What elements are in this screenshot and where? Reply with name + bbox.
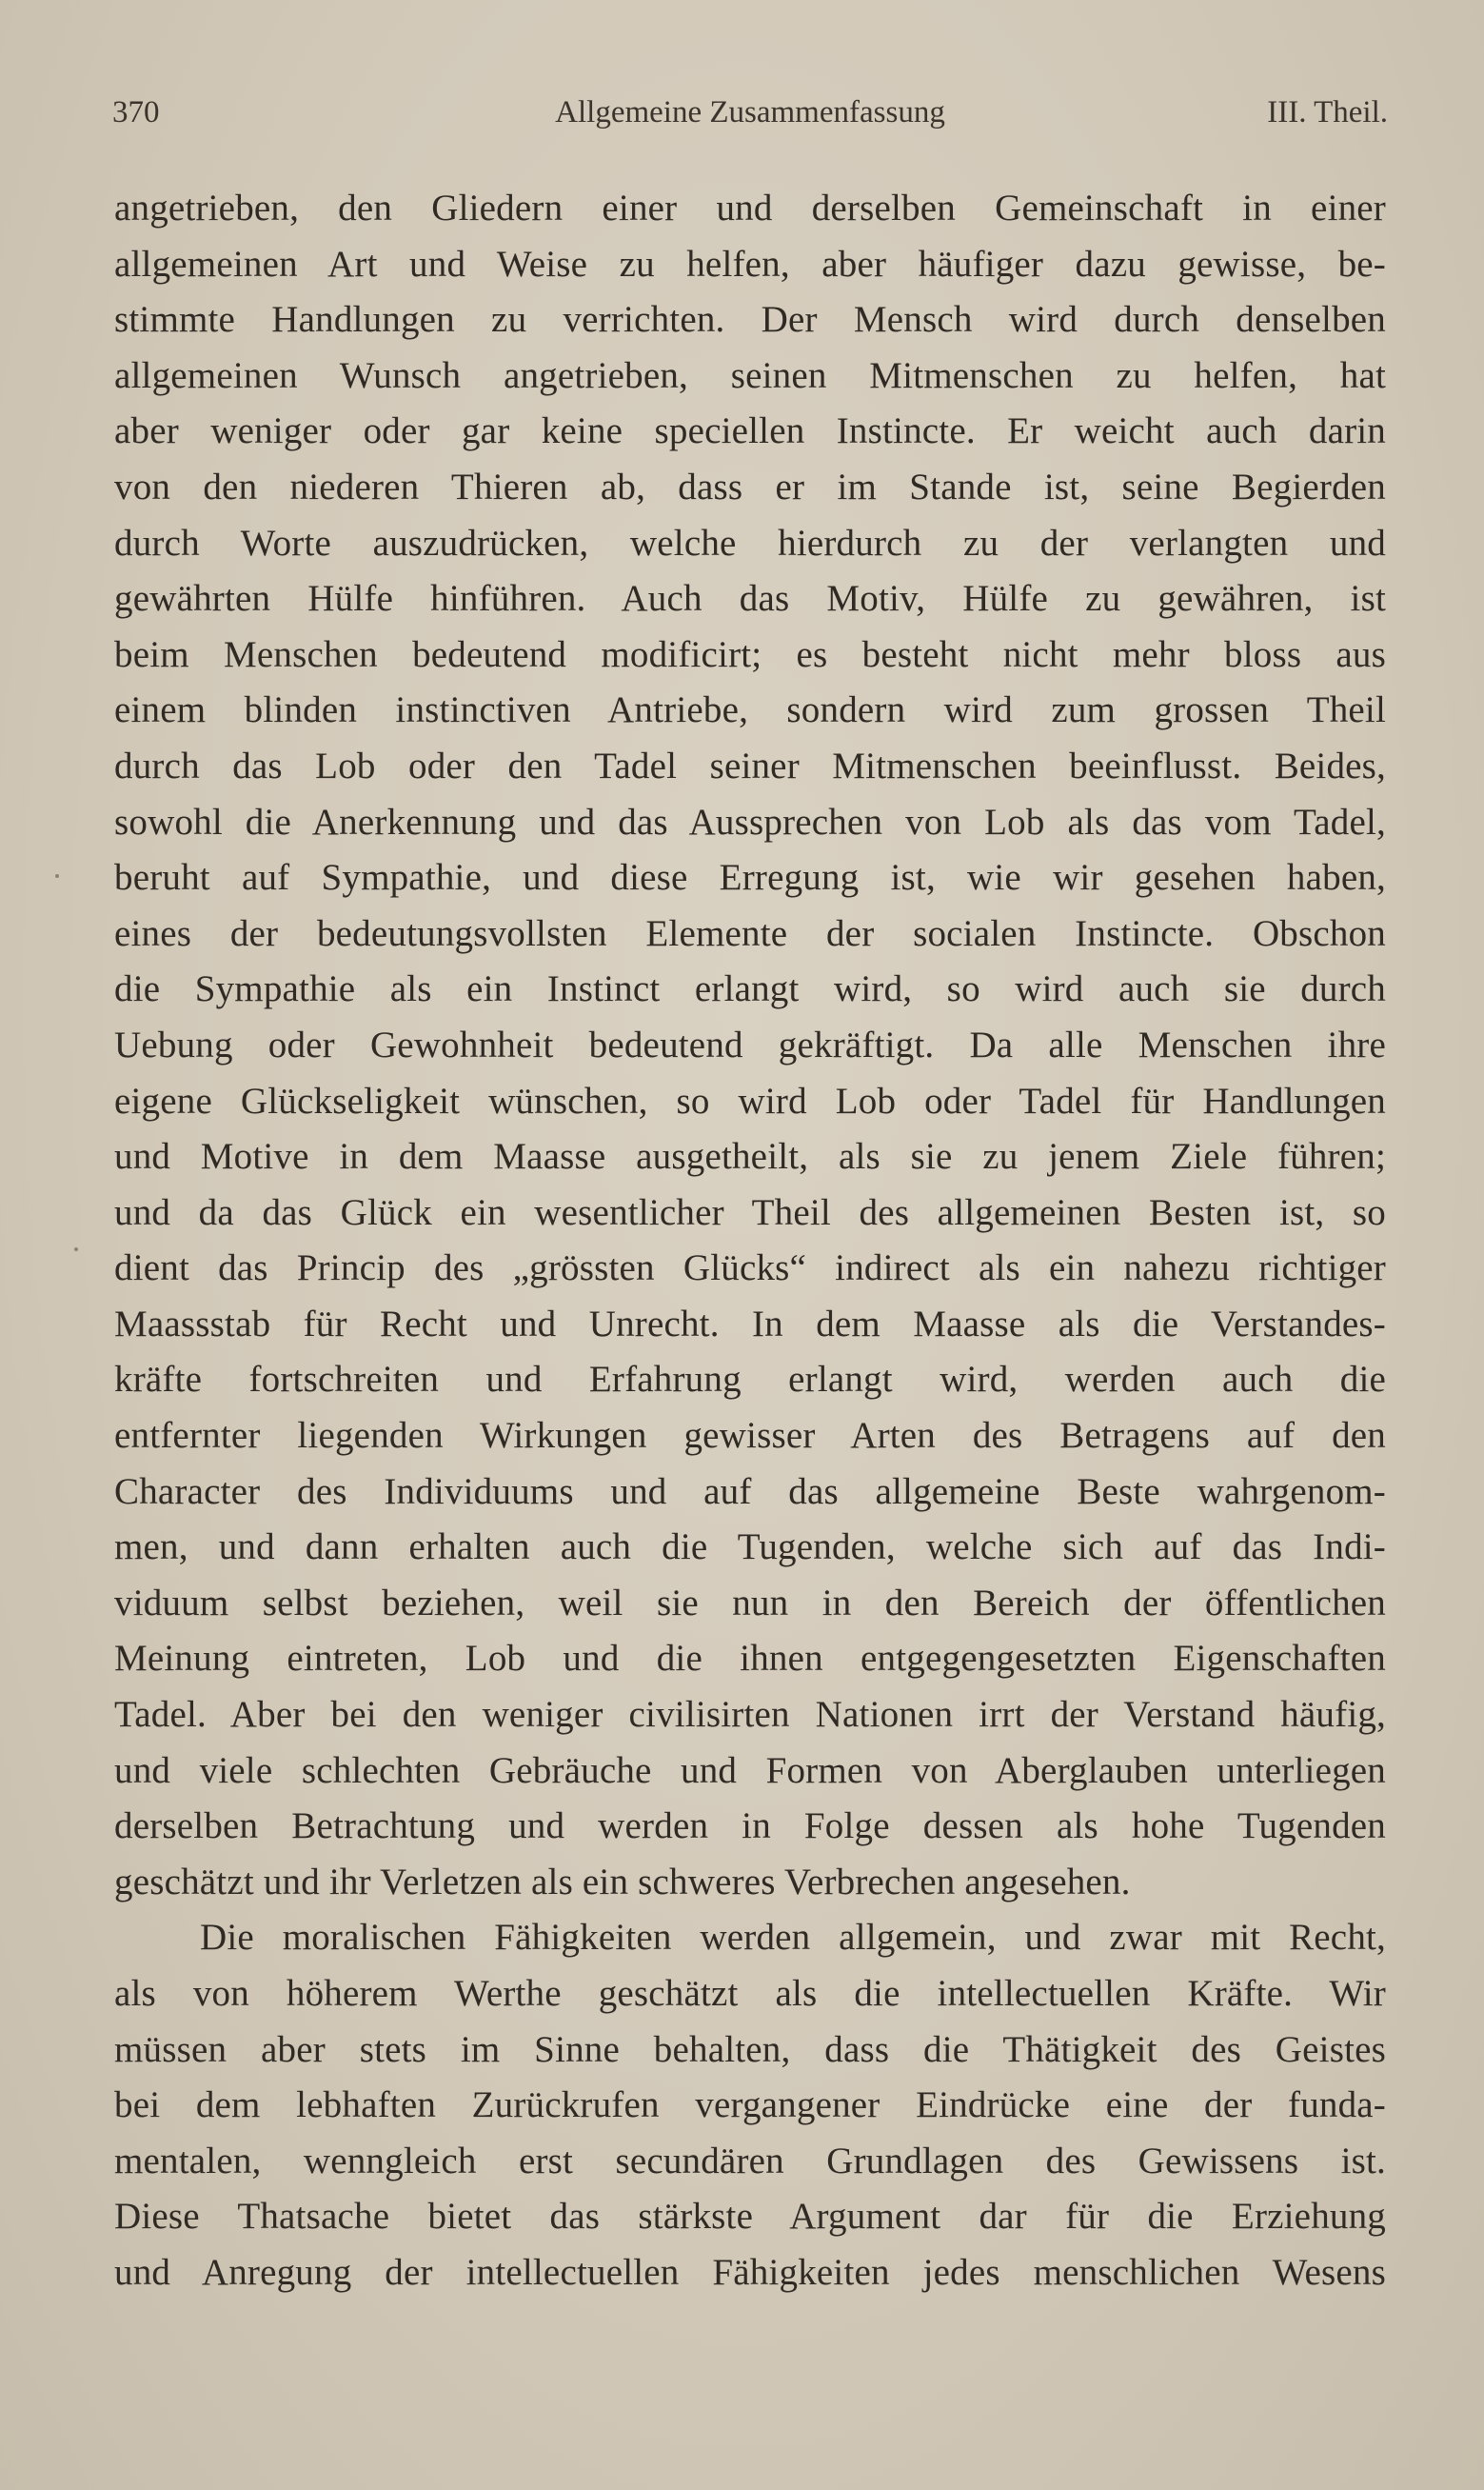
text-line: men, und dann erhalten auch die Tugenden, welche sich auf das Indi- xyxy=(114,1526,1386,1568)
text-line: Uebung oder Gewohnheit bedeutend gekräftigt. Da alle Menschen ihre xyxy=(114,1024,1386,1066)
text-line: Tadel. Aber bei den weniger civilisirten Nationen irrt der Verstand häufig, xyxy=(114,1694,1386,1736)
text-line: und da das Glück ein wesentlicher Theil des allgemeinen Besten ist, so xyxy=(114,1191,1386,1233)
margin-mark xyxy=(74,1247,78,1251)
text-line: beim Menschen bedeutend modificirt; es besteht nicht mehr bloss aus xyxy=(114,633,1386,675)
text-line: eigene Glückseligkeit wünschen, so wird Lob oder Tadel für Handlungen xyxy=(114,1080,1386,1122)
running-head xyxy=(112,95,1388,152)
text-line: derselben Betrachtung und werden in Folge dessen als hohe Tugenden xyxy=(114,1805,1386,1847)
text-line: Die moralischen Fähigkeiten werden allgemein, und zwar mit Recht, xyxy=(200,1917,1386,1959)
text-line: dient das Princip des „grössten Glücks“ indirect als ein nahezu richtiger xyxy=(114,1247,1386,1289)
text-line: kräfte fortschreiten und Erfahrung erlangt wird, werden auch die xyxy=(114,1359,1386,1401)
text-line: die Sympathie als ein Instinct erlangt wird, so wird auch sie durch xyxy=(114,968,1386,1010)
text-line: und viele schlechten Gebräuche und Formen von Aberglauben unterliegen xyxy=(114,1749,1386,1791)
paragraph-2 xyxy=(114,1910,1386,2301)
text-line: Maassstab für Recht und Unrecht. In dem Maasse als die Verstandes- xyxy=(114,1303,1386,1345)
text-line: beruht auf Sympathie, und diese Erregung ist, wie wir gesehen haben, xyxy=(114,857,1386,899)
text-line: Meinung eintreten, Lob und die ihnen entgegengesetzten Eigenschaften xyxy=(114,1638,1386,1680)
text-line: bei dem lebhaften Zurückrufen vergangener Eindrücke eine der funda- xyxy=(114,2084,1386,2126)
text-line: einem blinden instinctiven Antriebe, sondern wird zum grossen Theil xyxy=(114,689,1386,731)
text-line: müssen aber stets im Sinne behalten, dass die Thätigkeit des Geistes xyxy=(114,2028,1386,2070)
text-line: durch Worte auszudrücken, welche hierdurch zu der verlangten und xyxy=(114,522,1386,564)
text-line: Character des Individuums und auf das allgemeine Beste wahrgenom- xyxy=(114,1470,1386,1512)
running-title: Allgemeine Zusammenfassung xyxy=(555,95,945,129)
paragraph-1 xyxy=(114,181,1386,1910)
text-line: durch das Lob oder den Tadel seiner Mitmenschen beeinflusst. Beides, xyxy=(114,745,1386,787)
page-number: 370 xyxy=(112,95,160,129)
text-line: mentalen, wenngleich erst secundären Grundlagen des Gewissens ist. xyxy=(114,2140,1386,2181)
text-line: als von höherem Werthe geschätzt als die intellectuellen Kräfte. Wir xyxy=(114,1973,1386,2014)
text-line: und Anregung der intellectuellen Fähigkeiten jedes menschlichen Wesens xyxy=(114,2251,1386,2293)
text-line: sowohl die Anerkennung und das Aussprechen von Lob als das vom Tadel, xyxy=(114,801,1386,843)
text-line: von den niederen Thieren ab, dass er im Stande ist, seine Begierden xyxy=(114,466,1386,508)
text-line: angetrieben, den Gliedern einer und derselben Gemeinschaft in einer xyxy=(114,188,1386,229)
text-line: geschätzt und ihr Verletzen als ein schweres Verbrechen angesehen. xyxy=(114,1861,1131,1902)
text-line: gewährten Hülfe hinführen. Auch das Motiv, Hülfe zu gewähren, ist xyxy=(114,578,1386,620)
body-text xyxy=(114,181,1386,2301)
text-line: allgemeinen Wunsch angetrieben, seinen Mitmenschen zu helfen, hat xyxy=(114,354,1386,396)
text-line: eines der bedeutungsvollsten Elemente der socialen Instincte. Obschon xyxy=(114,912,1386,954)
text-line: stimmte Handlungen zu verrichten. Der Mensch wird durch denselben xyxy=(114,299,1386,341)
text-line: viduum selbst beziehen, weil sie nun in den Bereich der öffentlichen xyxy=(114,1582,1386,1623)
text-line: und Motive in dem Maasse ausgetheilt, als sie zu jenem Ziele führen; xyxy=(114,1136,1386,1178)
margin-mark xyxy=(55,874,59,878)
text-line: allgemeinen Art und Weise zu helfen, aber häufiger dazu gewisse, be- xyxy=(114,243,1386,285)
text-line: Diese Thatsache bietet das stärkste Argument dar für die Erziehung xyxy=(114,2196,1386,2238)
text-line: entfernter liegenden Wirkungen gewisser Arten des Betragens auf den xyxy=(114,1415,1386,1457)
text-line: aber weniger oder gar keine speciellen Instincte. Er weicht auch darin xyxy=(114,410,1386,452)
part-label: III. Theil. xyxy=(1267,95,1388,129)
